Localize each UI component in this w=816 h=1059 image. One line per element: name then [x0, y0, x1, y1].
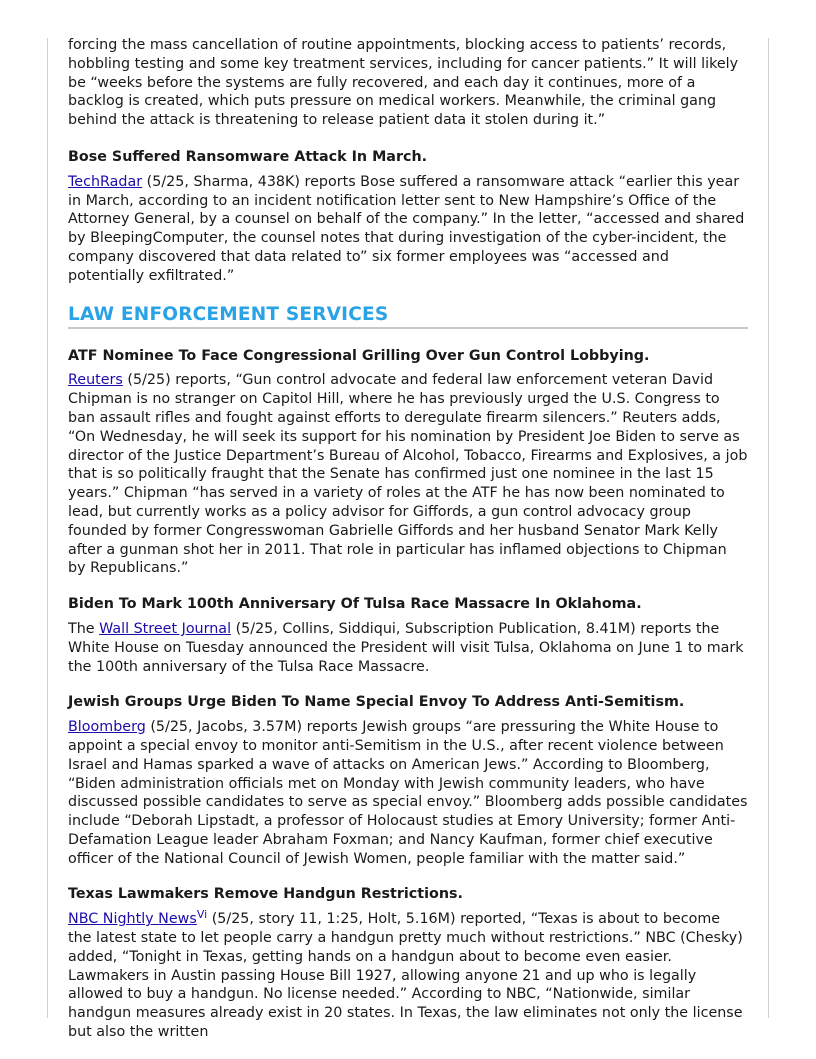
- article-text-prefix: The: [68, 620, 100, 637]
- article: [68, 885, 748, 1041]
- newsletter-content: [68, 36, 748, 1059]
- section-title: LAW ENFORCEMENT SERVICES: [68, 303, 748, 329]
- article-text: (5/25, story 11, 1:25, Holt, 5.16M) reported, “Texas is about to become the latest state to let people carry a handgun pretty much without restrictions.” NBC (Chesky) added, “Tonight in Texas, getting hands on a handgun about to become even easier. Lawmakers in Austin passing House Bill 1927, allowing anyone 21 and up who is legally allowed to buy a handgun. No license needed.” According to NBC, “Nationwide, similar handgun measures already exist in 20 states. In Texas, the law eliminates not only the license but also the written: [68, 911, 743, 1041]
- continued-paragraph: forcing the mass cancellation of routine appointments, blocking access to patients’ records, hobbling testing and some key treatment services, including for cancer patients.” It will likely be “weeks before the systems are fully recovered, and each day it continues, more of a backlog is created, which puts pressure on medical workers. Meanwhile, the criminal gang behind the attack is threatening to release patient data it stolen during it.”: [68, 37, 739, 129]
- source-link-bloomberg[interactable]: Bloomberg: [68, 719, 146, 736]
- article: [68, 595, 748, 676]
- article-text: (5/25, Jacobs, 3.57M) reports Jewish groups “are pressuring the White House to appoint a special envoy to monitor anti-Semitism in the U.S., after recent violence between Israel and Hamas sparked a wave of attacks on American Jews.” According to Bloomberg, “Biden administration officials met on Monday with Jewish community leaders, who have discussed possible candidates to serve as special envoy.” Bloomberg adds possible candidates include “Deborah Lipstadt, a professor of Holocaust studies at Emory University; former Anti-Defamation League leader Abraham Foxman; and Nancy Kaufman, former chief executive officer of the National Council of Jewish Women, people familiar with the matter said.”: [68, 719, 748, 867]
- article-text: (5/25, Collins, Siddiqui, Subscription Publication, 8.41M) reports the White House on Tuesday announced the President will visit Tulsa, Oklahoma on June 1 to mark the 100th anniversary of the Tulsa Race Massacre.: [68, 620, 744, 675]
- article-body: [68, 371, 748, 578]
- article-body: [68, 718, 748, 868]
- article-headline: Texas Lawmakers Remove Handgun Restrictions.: [68, 886, 463, 903]
- source-link-reuters[interactable]: Reuters: [68, 372, 123, 389]
- article-text: (5/25, Sharma, 438K) reports Bose suffered a ransomware attack “earlier this year in March, according to an incident notification letter sent to New Hampshire’s Office of the Attorney General, by a counsel on behalf of the company.” In the letter, “accessed and shared by BleepingComputer, the counsel notes that during investigation of the cyber-incident, the company discovered that data related to” six former employees was “accessed and potentially exfiltrated.”: [68, 173, 745, 284]
- article-headline: Bose Suffered Ransomware Attack In March.: [68, 148, 428, 165]
- article-body: [68, 620, 748, 676]
- article-headline: Biden To Mark 100th Anniversary Of Tulsa Race Massacre In Oklahoma.: [68, 596, 642, 613]
- article-headline: ATF Nominee To Face Congressional Grilling Over Gun Control Lobbying.: [68, 347, 650, 364]
- article-body: [68, 910, 748, 1042]
- article: [68, 347, 748, 579]
- page-border-left: [47, 38, 48, 1018]
- article-headline: Jewish Groups Urge Biden To Name Special Envoy To Address Anti-Semitism.: [68, 694, 685, 711]
- article: [68, 148, 748, 286]
- article-text: (5/25) reports, “Gun control advocate and federal law enforcement veteran David Chipman is no stranger on Capitol Hill, where he has previously urged the U.S. Congress to ban assault rifles and fought against efforts to deregulate firearm silencers.” Reuters adds, “On Wednesday, he will seek its support for his nomination by President Joe Biden to serve as director of the Justice Department’s Bureau of Alcohol, Tobacco, Firearms and Explosives, a job that is so politically fraught that the Senate has confirmed just one nominee in the last 15 years.” Chipman “has served in a variety of roles at the ATF he has now been nominated to lead, but currently works as a policy advisor for Giffords, a gun control advocacy group founded by former Congresswoman Gabrielle Giffords and her husband Senator Mark Kelly after a gunman shot her in 2011. That role in particular has inflamed objections to Chipman by Republicans.”: [68, 372, 748, 577]
- article-body: [68, 173, 748, 286]
- page-border-right: [768, 38, 769, 1018]
- article: [68, 693, 748, 868]
- source-link-techradar[interactable]: TechRadar: [68, 173, 143, 190]
- source-link-wsj[interactable]: Wall Street Journal: [99, 620, 232, 637]
- video-icon[interactable]: Vi: [196, 908, 208, 922]
- source-link-nbc[interactable]: NBC Nightly News: [68, 911, 197, 928]
